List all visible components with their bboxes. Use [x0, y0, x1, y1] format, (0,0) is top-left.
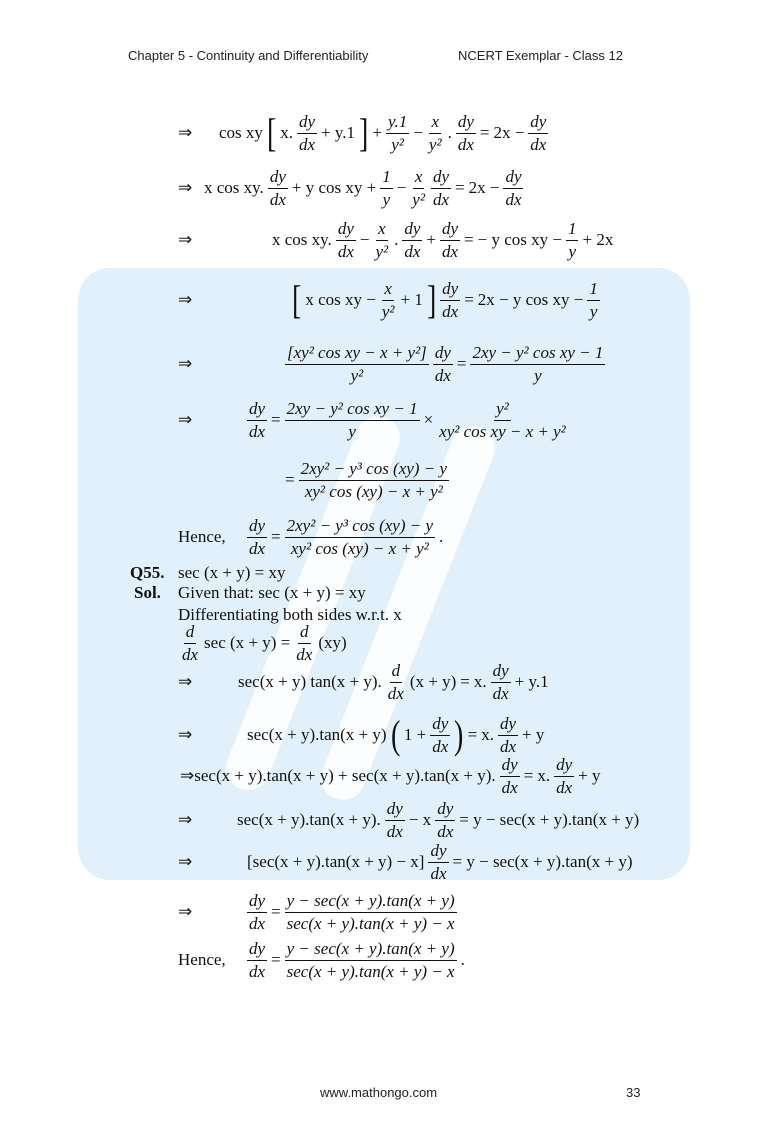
math-text: = [456, 354, 467, 373]
fraction [470, 343, 605, 386]
math-text: x. [473, 672, 487, 691]
numerator: dy [430, 714, 450, 736]
denominator: dx [269, 189, 286, 209]
question-label: Q55. [130, 563, 165, 582]
math-text: . [394, 230, 399, 249]
math-text: 2x − y cos xy − [477, 290, 584, 309]
numerator: dy [385, 799, 405, 821]
denominator: y [568, 241, 576, 261]
fraction [386, 661, 406, 704]
equation-line [217, 108, 550, 158]
fraction [500, 755, 520, 798]
denominator: dx [492, 683, 509, 703]
fraction [587, 279, 600, 322]
fraction [431, 167, 451, 210]
equation-line [236, 657, 551, 707]
bracket: [ [266, 110, 277, 155]
numerator: dy [498, 714, 518, 736]
denominator: dx [249, 421, 266, 441]
bracket: ] [359, 110, 369, 155]
bracket: [ [291, 277, 302, 322]
fraction [373, 219, 390, 262]
fraction [380, 167, 393, 210]
numerator: dy [428, 841, 448, 863]
math-text: = y − sec(x + y).tan(x + y) [452, 852, 633, 871]
numerator: dy [500, 755, 520, 777]
numerator: dy [336, 219, 356, 241]
math-text: ⇒sec(x + y).tan(x + y) + sec(x + y).tan(x + y). [180, 766, 496, 785]
numerator: 1 [587, 279, 600, 301]
denominator: dx [457, 134, 474, 154]
fraction [433, 343, 453, 386]
numerator: dy [491, 661, 511, 683]
numerator: y − sec(x + y).tan(x + y) [285, 891, 457, 913]
math-text: (x + y) [409, 672, 457, 691]
numerator: dy [440, 219, 460, 241]
denominator: y² [428, 134, 442, 154]
math-text: x cos xy. [272, 230, 332, 249]
denominator: sec(x + y).tan(x + y) − x [286, 913, 455, 933]
fraction [285, 399, 420, 442]
denominator: dx [296, 644, 313, 664]
math-text: 1 + [403, 725, 427, 744]
numerator: dy [268, 167, 288, 189]
math-text: = [467, 725, 478, 744]
equation-line [178, 751, 602, 801]
numerator: dy [431, 167, 451, 189]
fraction [285, 891, 457, 934]
math-text: = [455, 178, 465, 197]
math-text: + y [578, 766, 601, 785]
denominator: y [534, 365, 542, 385]
denominator: dx [249, 913, 266, 933]
equation-line [202, 163, 525, 213]
implies-arrow: ⇒ [178, 290, 193, 309]
fraction [427, 112, 444, 155]
math-text: sec(x + y).tan(x + y) [247, 725, 387, 744]
equation-line [270, 215, 615, 265]
solution-label: Sol. [134, 583, 161, 602]
fraction [285, 516, 435, 559]
denominator: dx [337, 241, 354, 261]
equation-line [245, 837, 635, 887]
fraction [402, 219, 422, 262]
numerator: dy [503, 167, 523, 189]
implies-arrow: ⇒ [178, 354, 193, 373]
bracket: ] [426, 277, 437, 322]
implies-arrow: ⇒ [178, 230, 193, 249]
denominator: dx [434, 365, 451, 385]
numerator: d [184, 622, 197, 644]
numerator: d [298, 622, 311, 644]
denominator: y² [350, 365, 364, 385]
numerator: dy [456, 112, 476, 134]
book-title: NCERT Exemplar - Class 12 [458, 48, 623, 63]
footer-site: www.mathongo.com [320, 1085, 438, 1100]
math-text: = [523, 766, 534, 785]
denominator: y [382, 189, 391, 209]
math-text: × [423, 410, 434, 429]
implies-arrow: ⇒ [178, 902, 193, 921]
fraction [456, 112, 476, 155]
numerator: dy [440, 279, 460, 301]
numerator: dy [402, 219, 422, 241]
math-text: − [413, 123, 423, 142]
denominator: dx [556, 777, 573, 797]
math-text: = [271, 950, 281, 969]
fraction [336, 219, 356, 262]
numerator: x [382, 279, 394, 301]
fraction [297, 112, 317, 155]
denominator: sec(x + y).tan(x + y) − x [286, 961, 455, 981]
implies-arrow: ⇒ [178, 410, 193, 429]
fraction [503, 167, 523, 210]
denominator: y [348, 421, 356, 441]
math-text: = [479, 123, 490, 142]
numerator: dy [297, 112, 317, 134]
denominator: xy² cos xy − x + y² [439, 421, 566, 441]
math-text: = y − sec(x + y).tan(x + y) [459, 810, 640, 829]
math-text: 2x − [468, 178, 500, 197]
denominator: dx [432, 189, 449, 209]
denominator: dx [387, 683, 404, 703]
math-text: sec(x + y) tan(x + y). [238, 672, 382, 691]
denominator: y² [412, 189, 425, 209]
numerator: y − sec(x + y).tan(x + y) [285, 939, 457, 961]
numerator: dy [435, 799, 455, 821]
numerator: dy [247, 399, 267, 421]
math-text: . [460, 950, 465, 969]
fraction [247, 939, 267, 982]
numerator: [xy² cos xy − x + y²] [285, 343, 429, 365]
fraction [437, 399, 568, 442]
math-text: [sec(x + y).tan(x + y) − x] [247, 852, 425, 871]
numerator: x [413, 167, 425, 189]
implies-arrow: ⇒ [178, 672, 193, 691]
fraction [247, 891, 267, 934]
equation-line [245, 935, 467, 985]
bracket: ( [390, 712, 400, 757]
denominator: dx [499, 736, 516, 756]
page-number: 33 [626, 1085, 641, 1100]
math-text: = [271, 527, 281, 546]
denominator: dx [249, 961, 266, 981]
hence-label: Hence, [178, 527, 226, 546]
denominator: y [589, 301, 598, 321]
numerator: dy [528, 112, 548, 134]
math-text: x. [280, 123, 293, 142]
math-text: = [460, 672, 470, 691]
math-text: = [285, 470, 295, 489]
fraction [440, 279, 460, 322]
fraction [386, 112, 409, 155]
numerator: 2xy² − y³ cos (xy) − y [299, 459, 449, 481]
equation-line [283, 339, 607, 389]
numerator: 1 [566, 219, 579, 241]
math-text: + y.1 [514, 672, 549, 691]
math-text: − [359, 230, 370, 249]
numerator: 2xy − y² cos xy − 1 [470, 343, 605, 365]
math-text: x cos xy − [305, 290, 376, 309]
implies-arrow: ⇒ [178, 123, 193, 142]
denominator: dx [432, 736, 449, 756]
math-text: + y cos xy + [291, 178, 377, 197]
fraction [566, 219, 579, 262]
denominator: dx [249, 538, 266, 558]
math-text: + 2x [582, 230, 614, 249]
fraction [247, 516, 267, 559]
fraction [285, 343, 429, 386]
math-text: . [439, 527, 444, 546]
numerator: x [376, 219, 388, 241]
fraction [440, 219, 460, 262]
fraction [491, 661, 511, 704]
question-text: sec (x + y) = xy [178, 563, 286, 582]
fraction [285, 939, 457, 982]
equation-line [290, 275, 602, 325]
fraction [268, 167, 288, 210]
denominator: dx [182, 644, 199, 664]
numerator: 2xy² − y³ cos (xy) − y [285, 516, 435, 538]
denominator: xy² cos (xy) − x + y² [290, 538, 429, 558]
math-text: = [464, 290, 474, 309]
numerator: 1 [380, 167, 393, 189]
math-text: − [396, 178, 407, 197]
solution-step: Differentiating both sides w.r.t. x [178, 605, 402, 624]
math-text: . [447, 123, 452, 142]
math-text: x. [481, 725, 494, 744]
denominator: xy² cos (xy) − x + y² [304, 481, 443, 501]
denominator: dx [442, 301, 459, 321]
math-text: cos xy [219, 123, 263, 142]
numerator: dy [247, 891, 267, 913]
math-text: x. [537, 766, 551, 785]
math-text: x cos xy. [204, 178, 264, 197]
solution-given: Given that: sec (x + y) = xy [178, 583, 366, 602]
implies-arrow: ⇒ [178, 810, 193, 829]
fraction [528, 112, 548, 155]
bracket: ) [454, 712, 464, 757]
math-text: + [426, 230, 436, 249]
denominator: y² [381, 301, 395, 321]
fraction [554, 755, 574, 798]
denominator: dx [299, 134, 316, 154]
numerator: d [390, 661, 403, 683]
math-text: = [271, 902, 281, 921]
numerator: y² [494, 399, 511, 421]
math-text: − y cos xy − [477, 230, 562, 249]
fraction [435, 799, 455, 842]
numerator: dy [247, 939, 267, 961]
numerator: 2xy − y² cos xy − 1 [285, 399, 420, 421]
fraction [385, 799, 405, 842]
math-text: sec(x + y).tan(x + y). [237, 810, 381, 829]
denominator: dx [386, 821, 403, 841]
math-text: + [372, 123, 382, 142]
numerator: dy [554, 755, 574, 777]
fraction [410, 167, 427, 210]
denominator: dx [530, 134, 547, 154]
equation-line [245, 887, 459, 937]
math-text: + 1 [400, 290, 423, 309]
numerator: x [429, 112, 441, 134]
fraction [299, 459, 449, 502]
math-text: sec (x + y) = [204, 633, 291, 652]
math-text: = [271, 410, 281, 429]
denominator: y² [375, 241, 389, 261]
implies-arrow: ⇒ [178, 725, 193, 744]
denominator: dx [404, 241, 421, 261]
denominator: y² [391, 134, 404, 154]
implies-arrow: ⇒ [178, 852, 193, 871]
numerator: y.1 [386, 112, 409, 134]
math-text: − x [408, 810, 432, 829]
hence-label: Hence, [178, 950, 226, 969]
chapter-title: Chapter 5 - Continuity and Differentiability [128, 48, 369, 63]
denominator: dx [442, 241, 459, 261]
math-text: + y.1 [321, 123, 356, 142]
denominator: dx [501, 777, 518, 797]
fraction [380, 279, 397, 322]
denominator: dx [505, 189, 522, 209]
denominator: dx [430, 863, 447, 883]
math-text: = [464, 230, 474, 249]
equation-line [245, 512, 445, 562]
equation-line [283, 455, 451, 505]
math-text: 2x − [493, 123, 525, 142]
equation-line [245, 395, 570, 445]
fraction [428, 841, 448, 884]
math-text: (xy) [318, 633, 347, 652]
implies-arrow: ⇒ [178, 178, 193, 197]
numerator: dy [433, 343, 453, 365]
math-text: + y [521, 725, 545, 744]
numerator: dy [247, 516, 267, 538]
denominator: dx [437, 821, 454, 841]
fraction [247, 399, 267, 442]
